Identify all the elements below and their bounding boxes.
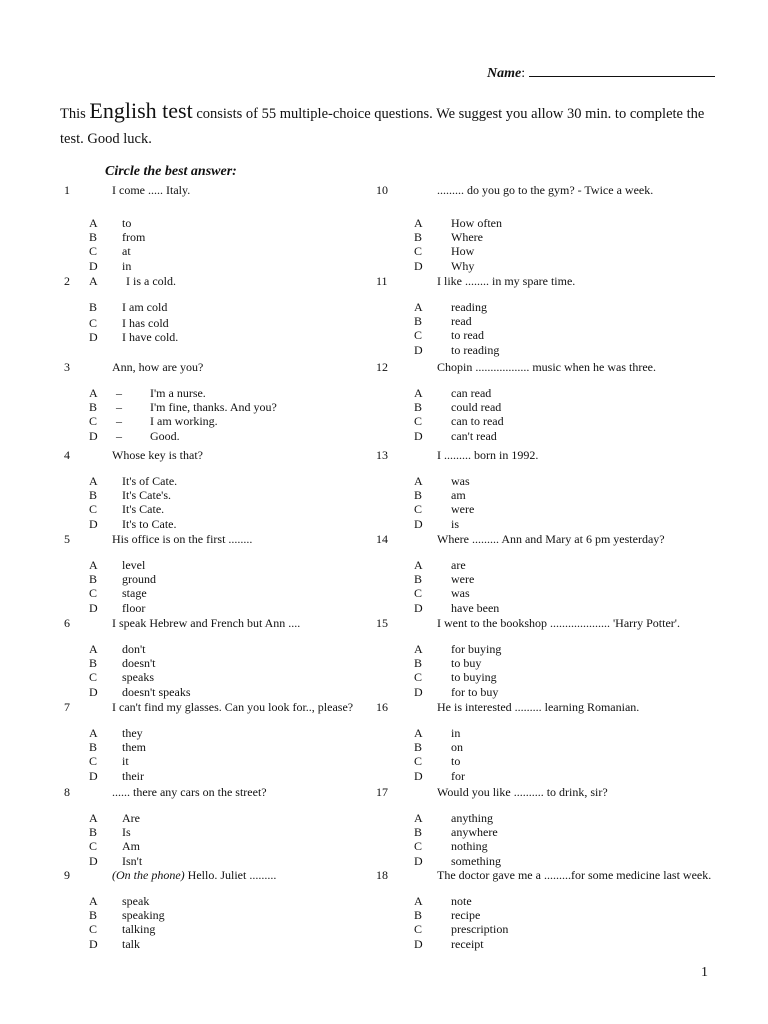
option-letter: B [89,488,98,503]
question-text [112,360,203,374]
option-letter: B [414,572,423,587]
option-letter: D [89,936,98,951]
question-text [112,700,353,714]
option-letter: A [89,642,98,656]
option-letter: C [89,670,98,685]
question-text [437,785,608,799]
option-text: was [451,474,470,488]
option-text: doesn't [122,656,156,671]
option-letter: D [414,342,423,357]
question-number: 9 [64,868,70,882]
option-text: it [122,754,129,769]
option-letter: B [414,400,423,415]
option-letter: C [89,922,98,937]
option-dash: – [116,386,122,400]
question-text-body: I can't find my glasses. Can you look for.., please? [112,700,354,714]
intro-part1: This [60,106,90,122]
name-label: Name [487,66,522,81]
option-letter: C [89,316,98,331]
option-letter: C [89,502,98,517]
option-letter: C [89,754,98,769]
option-text: to buying [451,670,497,685]
question-text-body: His office is on the first ........ [112,532,253,546]
option-letter: A [414,811,423,825]
option-letter: A [89,558,98,572]
option-text: can read [451,386,492,400]
option-letter: D [414,936,423,951]
option-text: can't read [451,428,497,443]
option-text: am [451,488,466,503]
option-text: Are [122,811,140,825]
option-text: speaks [122,670,154,685]
option-letter: A [414,300,423,314]
option-text: to buy [451,656,482,671]
option-dash: – [116,414,122,429]
question-text [437,448,538,462]
option-text: have been [451,600,500,615]
option-text: level [122,558,146,572]
option-dash: – [116,400,122,415]
intro-part2: consists of 55 multiple-choice questions. We suggest you allow 30 min. to complete the test. Good luck. [60,106,705,147]
option-text: It's Cate. [122,502,165,517]
option-dash: – [116,428,122,443]
option-text: Am [122,839,140,854]
option-text: don't [122,642,146,656]
option-text: could read [451,400,502,415]
question-text [112,616,300,630]
option-letter: A [414,642,423,656]
option-letter: C [414,244,423,259]
option-letter: B [414,825,423,840]
option-letter: D [89,768,98,783]
question-number: 12 [376,360,388,374]
option-text: It's of Cate. [122,474,178,488]
question-text-body: I come ..... Italy. [112,183,191,197]
option-letter: A [89,726,98,740]
question-number: 16 [376,700,388,714]
option-letter: B [414,656,423,671]
option-text: anything [451,811,493,825]
option-letter: A [414,216,423,230]
option-text: I'm fine, thanks. And you? [150,400,277,415]
option-letter: D [414,684,423,699]
option-letter: B [89,740,98,755]
option-letter: D [414,853,423,868]
option-letter: C [89,414,98,429]
question-number: 5 [64,532,70,546]
name-blank-line[interactable] [529,64,715,77]
option-text: prescription [451,922,509,937]
option-text: It's Cate's. [122,488,171,503]
question-text [437,868,711,882]
option-letter: A [414,386,423,400]
option-letter: B [89,300,98,314]
option-letter: D [89,684,98,699]
question-text [437,616,680,630]
option-letter: C [414,922,423,937]
option-text: How [451,244,475,259]
question-text-body: Ann, how are you? [112,360,204,374]
option-text: in [451,726,461,740]
option-letter: D [89,428,98,443]
option-letter: A [414,894,423,908]
option-text: Is [122,825,131,840]
question-text [112,868,276,882]
option-text: receipt [451,936,484,951]
option-text: It's to Cate. [122,516,177,531]
option-letter: D [89,853,98,868]
question-text [437,532,665,546]
question-number: 2 [64,274,70,288]
option-text: anywhere [451,825,498,840]
option-letter: C [414,754,423,769]
option-letter: C [414,839,423,854]
option-letter: C [89,244,98,259]
option-letter: A [89,474,98,488]
option-letter: B [414,740,423,755]
question-number: 11 [376,274,388,288]
option-letter: B [89,230,98,245]
option-text: I have cold. [122,330,179,345]
question-text [437,360,656,374]
option-text: Where [451,230,483,245]
question-text-body: ...... there any cars on the street? [112,785,267,799]
option-text: recipe [451,908,481,923]
question-text [112,785,267,799]
option-text: I am working. [150,414,218,429]
option-text: are [451,558,466,572]
option-letter: B [89,908,98,923]
option-text: floor [122,600,146,615]
question-number: 3 [64,360,70,374]
question-text-body: He is interested ......... learning Romanian. [437,700,640,714]
question-number: 17 [376,785,388,799]
question-text [112,183,190,197]
question-text-body: Would you like .......... to drink, sir? [437,785,608,799]
option-text: read [451,314,472,329]
option-letter: A [414,474,423,488]
option-letter: C [414,670,423,685]
option-text: to [451,754,461,769]
option-letter: B [414,488,423,503]
option-text: to read [451,328,484,343]
option-text: I has cold [122,316,169,331]
option-letter: C [414,328,423,343]
option-text: reading [451,300,487,314]
option-text: speaking [122,908,165,923]
option-letter: A [89,274,98,288]
question-number: 10 [376,183,388,197]
option-text: stage [122,586,147,601]
option-letter: D [89,330,98,345]
question-text-body: I went to the bookshop .................... 'Harry Potter'. [437,616,680,630]
name-colon: : [521,66,526,81]
option-text: speak [122,894,150,908]
option-text: note [451,894,472,908]
question-text-body: Whose key is that? [112,448,203,462]
option-text: Good. [150,428,180,443]
question-text-body: Chopin .................. music when he was three. [437,360,656,374]
question-number: 4 [64,448,70,462]
option-letter: D [89,258,98,273]
option-text: their [122,768,144,783]
option-text: were [451,502,475,517]
option-letter: B [89,825,98,840]
option-letter: B [89,656,98,671]
option-letter: B [414,230,423,245]
option-letter: D [414,428,423,443]
page-number: 1 [701,965,708,980]
question-text-body: I like ........ in my spare time. [437,274,576,288]
option-letter: B [414,314,423,329]
option-letter: A [89,216,98,230]
question-text [112,532,252,546]
option-text: at [122,244,131,259]
option-text: ground [122,572,156,587]
question-number: 6 [64,616,70,630]
option-text: for [451,768,465,783]
option-text: talking [122,922,156,937]
option-text: I'm a nurse. [150,386,206,400]
option-text: in [122,258,132,273]
question-text [437,700,639,714]
option-text: doesn't speaks [122,684,191,699]
question-number: 13 [376,448,388,462]
option-text: were [451,572,475,587]
question-text [112,448,203,462]
question-number: 15 [376,616,388,630]
option-letter: A [89,811,98,825]
option-letter: B [89,572,98,587]
option-letter: D [414,258,423,273]
option-letter: B [414,908,423,923]
question-text-body: I speak Hebrew and French but Ann .... [112,616,301,630]
option-letter: A [89,894,98,908]
name-field [487,64,727,84]
option-letter: D [89,600,98,615]
option-text: from [122,230,146,245]
option-text: for to buy [451,684,499,699]
intro-title: English test [89,98,193,123]
option-letter: D [414,600,423,615]
option-letter: B [89,400,98,415]
option-text: can to read [451,414,504,429]
option-text: for buying [451,642,502,656]
option-text: Why [451,258,475,273]
question-number: 14 [376,532,388,546]
option-letter: C [89,839,98,854]
question-text-body: ......... do you go to the gym? - Twice a week. [437,183,654,197]
option-text: I am cold [122,300,168,314]
option-letter: D [89,516,98,531]
option-letter: C [89,586,98,601]
intro-paragraph [60,98,720,152]
question-number: 7 [64,700,70,714]
option-text: them [122,740,146,755]
question-text [437,183,653,197]
option-text: How often [451,216,502,230]
question-text-body: I is a cold. [126,274,176,288]
option-text: talk [122,936,140,951]
option-text: on [451,740,463,755]
option-text: was [451,586,470,601]
question-text-body: The doctor gave me a .........for some medicine last week. [437,868,712,882]
option-letter: C [414,414,423,429]
option-letter: D [414,768,423,783]
question-text-body: I ......... born in 1992. [437,448,539,462]
option-letter: A [414,558,423,572]
option-text: to [122,216,132,230]
question-number: 8 [64,785,70,799]
question-italic-note: (On the phone) [112,868,185,882]
option-letter: C [414,502,423,517]
question-number: 1 [64,183,70,197]
option-letter: D [414,516,423,531]
question-text [126,274,176,288]
question-text [437,274,575,288]
option-text: something [451,853,501,868]
option-text: they [122,726,143,740]
option-letter: A [89,386,98,400]
option-text: is [451,516,460,531]
instruction-heading: Circle the best answer: [105,164,237,179]
option-text: Isn't [122,853,143,868]
question-number: 18 [376,868,388,882]
option-letter: C [414,586,423,601]
question-text-body: Hello. Juliet ......... [184,868,277,882]
option-text: to reading [451,342,500,357]
option-text: nothing [451,839,488,854]
question-text-body: Where ......... Ann and Mary at 6 pm yesterday? [437,532,665,546]
option-letter: A [414,726,423,740]
